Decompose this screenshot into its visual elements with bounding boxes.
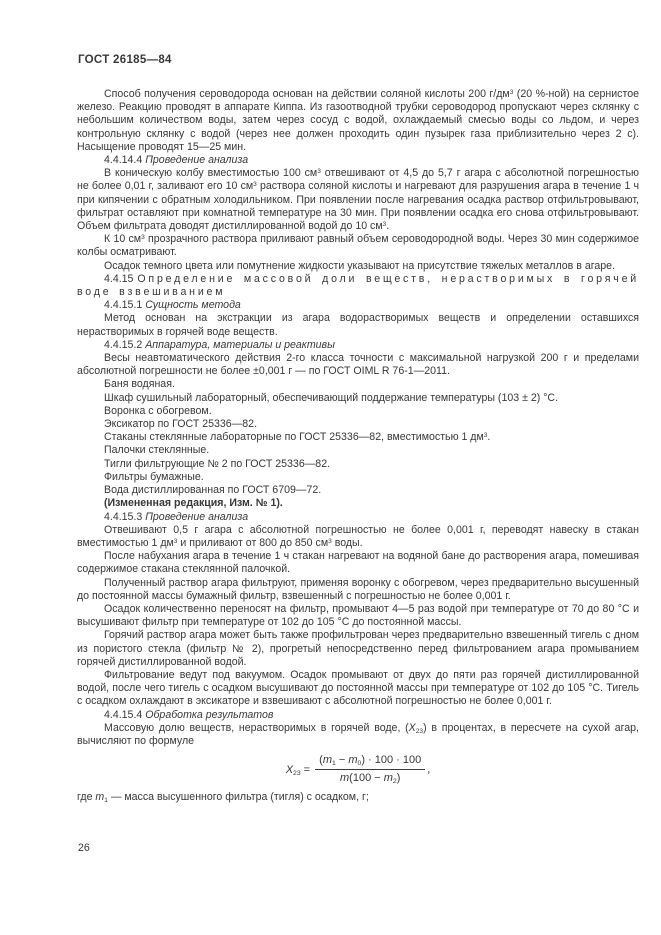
text-segment: отвешивают от 4,5 до 5,7 г агара с абсолютной погрешностью не более 0,01 г, заливают его 10 см: [77, 167, 639, 193]
text-segment: (: [319, 754, 323, 767]
section-heading: [77, 511, 639, 524]
text-segment: Обработка результатов: [145, 708, 274, 721]
text-segment: 3: [253, 181, 257, 189]
text-segment: 4.4.15.4: [104, 708, 146, 721]
text-segment: Метод основан на экстракции из агара водорастворимых веществ и определении оставшихся нерастворимых в горячей воде веществ.: [77, 312, 639, 338]
text-segment: Фильтрование ведут под вакуумом. Осадок промывают от двух до пяти раз горячей дистиллированной водой, после чего тигель с осадком высушивают до постоянной массы при температуре от 102 до 105 °С. Тигель с осадком охлаждают в эксикаторе и взвешивают с абсолютной погрешностью не более 0,001 г.: [77, 668, 639, 708]
paragraph: [77, 550, 639, 576]
formula-x23: [77, 754, 639, 785]
paragraph: [77, 233, 639, 259]
text-segment: (100 −: [349, 772, 384, 785]
formula-denominator: [315, 770, 425, 785]
text-segment: Палочки стеклянные.: [104, 444, 210, 457]
text-segment: 4.4.15: [104, 272, 138, 285]
text-segment: m: [383, 772, 393, 785]
text-segment: 0: [357, 760, 362, 768]
list-item: [77, 458, 639, 471]
text-segment: Шкаф сушильный лабораторный, обеспечивающий поддержание температуры (103 ± 2) °С.: [104, 391, 559, 404]
text-segment: Проведение анализа: [145, 154, 249, 167]
text-segment: Определение массовой доли веществ, нерастворимых в горячей воде взвешиванием: [77, 272, 639, 299]
text-segment: Осадок темного цвета или помутнение жидкости указывают на присутствие тяжелых металлов в агаре.: [104, 259, 615, 272]
text-segment: Осадок количественно переносят на фильтр, промывают 4—5 раз водой при температуре от 70 до 80 °С и высушивают фильтр при температуре от 102 до 105 °С до постоянной массы.: [77, 602, 639, 629]
formula-fraction: [315, 754, 425, 785]
paragraph: [77, 629, 639, 669]
formula-legend: [77, 791, 639, 804]
text-segment: прозрачного раствора приливают равный объем сероводородной воды. Через 30 мин содержимое колбы осматривают.: [77, 233, 640, 259]
list-item: [77, 405, 639, 418]
text-segment: В коническую колбу вместимостью 100 см: [104, 167, 318, 180]
text-segment: После набухания агара в течение 1 ч стакан нагревают на водяной бане до растворения агара, помешивая содержимое стакана стеклянной палочкой.: [77, 550, 639, 576]
section-heading: [77, 273, 639, 299]
list-item: [77, 418, 639, 431]
text-segment: m: [348, 754, 358, 767]
list-item: [77, 484, 639, 497]
text-segment: .: [487, 431, 491, 444]
text-segment: ): [396, 772, 401, 785]
text-segment: Воронка с обогревом.: [104, 404, 212, 417]
text-segment: К 10 см: [104, 233, 142, 246]
text-segment: 3: [509, 89, 514, 97]
list-item: [77, 378, 639, 391]
paragraph: [77, 577, 639, 603]
text-segment: 3: [382, 221, 387, 229]
doc-header: ГОСТ 26185—84: [78, 54, 172, 66]
text-segment: 3: [317, 168, 321, 176]
paragraph: [77, 88, 639, 154]
text-segment: Стаканы стеклянные лабораторные по ГОСТ 25336—82, вместимостью 1 дм: [104, 431, 484, 444]
paragraph: [77, 352, 639, 378]
paragraph: [77, 603, 639, 629]
text-segment: m: [322, 754, 332, 767]
text-segment: 4.4.15.1: [104, 299, 146, 312]
text-segment: Способ получения сероводорода основан на действии соляной кислоты 200 г/дм: [104, 88, 510, 100]
text-segment: Эксикатор по ГОСТ 25336—82.: [104, 418, 258, 431]
formula-numerator: [315, 754, 425, 770]
text-segment: Фильтры бумажные.: [104, 470, 204, 483]
text-segment: — масса высушенного фильтра (тигля) с осадком, г;: [107, 790, 369, 803]
text-segment: 3: [328, 537, 332, 545]
text-segment: раствора соляной кислоты и нагревают для разрушения агара в течение 1 ч при кипячении с обратным холодильником. При появлении после нагревания осадка раствор отфильтровывают, фильтрат оставляют при комнатной температуре на 30 мин. При появлении осадка его снова отфильтровывают. Объем фильтрата доводят дистиллированной водой до 10 см: [77, 180, 639, 233]
text-segment: .: [386, 220, 390, 233]
text-segment: Массовую долю веществ, нерастворимых в горячей воде, (: [104, 721, 409, 734]
paragraph: [77, 669, 639, 709]
text-segment: 1: [332, 760, 336, 768]
text-segment: ) · 100 · 100: [361, 754, 422, 767]
text-segment: Тигли фильтрующие № 2 по ГОСТ 25336—82.: [104, 457, 331, 470]
text-segment: 3: [173, 537, 178, 545]
section-heading: [77, 299, 639, 312]
text-segment: 3: [483, 432, 488, 440]
text-segment: 3: [141, 234, 145, 242]
formula-tail: ,: [427, 763, 431, 776]
text-segment: где: [77, 790, 96, 803]
text-segment: −: [335, 754, 349, 767]
paragraph: [77, 167, 639, 233]
text-segment: Отвешивают 0,5 г агара с абсолютной погрешностью не более 0,001 г, переводят навеску в стакан вместимостью 1 дм: [77, 523, 639, 549]
document-content: [77, 88, 639, 804]
paragraph: [77, 524, 639, 550]
text-segment: (Измененная редакция, Изм. № 1).: [104, 497, 283, 510]
text-segment: Полученный раствор агара фильтруют, применяя воронку с обогревом, через предварительно высушенный до постоянной массы бумажный фильтр, взвешенный с погрешностью не более 0,001 г.: [77, 576, 639, 602]
text-segment: 1: [104, 796, 108, 804]
text-segment: ) в процентах, в пересчете на сухой агар, вычисляют по формуле: [77, 721, 639, 747]
text-segment: 23: [293, 769, 301, 777]
text-segment: 23: [415, 727, 424, 735]
text-segment: 4.4.15.2: [104, 338, 146, 351]
text-segment: воды.: [331, 536, 363, 549]
text-segment: Весы неавтоматического действия 2-го класса точности с максимальной нагрузкой 200 г и пределами абсолютной погрешности не более ±0,001 г — по ГОСТ OIML R 76-1—2011.: [77, 352, 639, 378]
text-segment: Проведение анализа: [145, 510, 249, 523]
text-segment: =: [300, 763, 314, 776]
text-segment: X: [285, 763, 294, 776]
paragraph: [77, 722, 639, 748]
section-heading: [77, 709, 639, 722]
edition-note: [77, 497, 639, 510]
text-segment: Горячий раствор агара может быть также профильтрован через предварительно взвешенный тигель с дном из пористого стекла (фильтр № 2), прогретый непосредственно перед фильтрованием агара промыванием горячей дистиллированной водой.: [77, 629, 639, 668]
section-heading: [77, 339, 639, 352]
text-segment: 2: [392, 778, 397, 786]
text-segment: m: [340, 772, 350, 785]
text-segment: и приливают от 800 до 850 см: [177, 536, 329, 549]
page-number: 26: [78, 842, 90, 854]
text-segment: X: [408, 721, 416, 734]
section-heading: [77, 154, 639, 167]
text-segment: Вода дистиллированная по ГОСТ 6709—72.: [104, 484, 322, 497]
text-segment: 4.4.14.4: [104, 154, 146, 167]
text-segment: 4.4.15.3: [104, 510, 146, 523]
list-item: [77, 392, 639, 405]
list-item: [77, 444, 639, 457]
text-segment: (20 %-ной) на сернистое железо. Реакцию проводят в аппарате Киппа. Из газоотводной трубки сероводород пропускают через склянку с небольшим количеством воды, затем через сосуд с водой, охлаждаемый смесью воды со льдом, и через контрольную склянку с водой (через нее должен проходить один пузырек газа приблизительно через 2 с). Насыщение проводят 15—25 мин.: [77, 88, 639, 153]
text-segment: m: [95, 790, 105, 803]
paragraph: [77, 260, 639, 273]
text-segment: Баня водяная.: [104, 378, 175, 391]
text-segment: Сущность метода: [145, 299, 241, 312]
text-segment: Аппаратура, материалы и реактивы: [145, 338, 335, 351]
formula-lhs: [286, 764, 313, 776]
list-item: [77, 431, 639, 444]
list-item: [77, 471, 639, 484]
paragraph: [77, 312, 639, 338]
